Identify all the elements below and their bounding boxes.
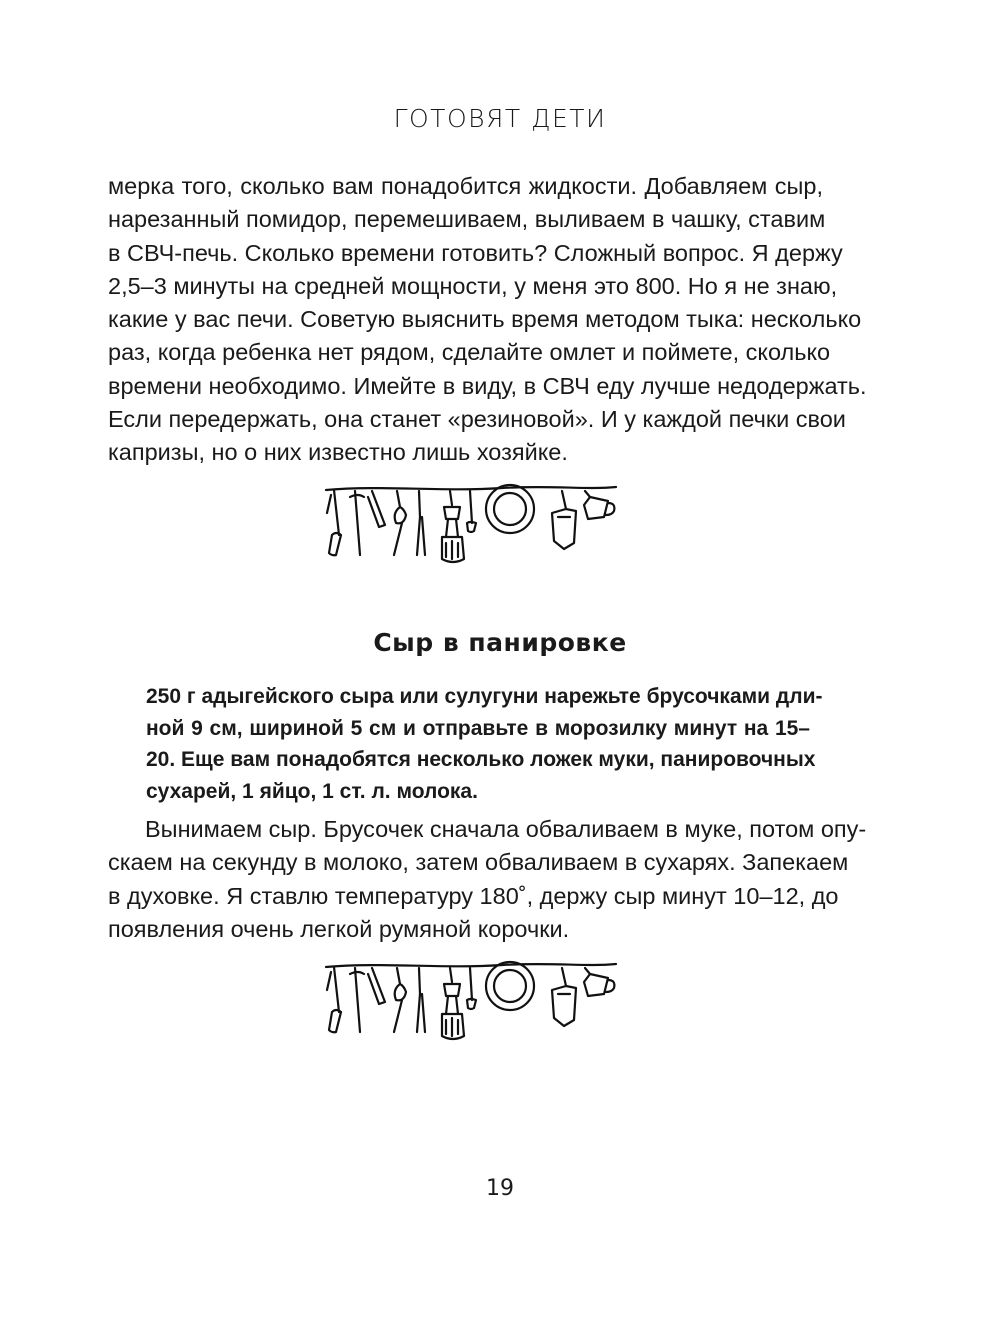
hanging-kitchen-utensils-icon	[322, 960, 618, 1046]
ingredients-block	[146, 681, 823, 807]
ingredients-line: 20. Еще вам понадобятся несколько ложек муки, панировочных	[146, 748, 816, 771]
text-line: времени необходимо. Имейте в виду, в СВЧ еду лучше недодержать.	[108, 372, 867, 399]
text-line: нарезанный помидор, перемешиваем, выливаем в чашку, ставим	[108, 206, 826, 233]
text-line: появления очень легкой румяной корочки.	[108, 915, 570, 942]
recipe-title: Сыр в панировке	[373, 628, 627, 657]
page-number: 19	[486, 1176, 514, 1201]
intro-paragraph	[108, 170, 867, 470]
ingredients-line: 250 г адыгейского сыра или сулугуни нарежьте брусочками дли-	[146, 685, 823, 708]
hanging-kitchen-utensils-icon	[322, 483, 618, 569]
text-line: Вынимаем сыр. Брусочек сначала обваливаем в муке, потом опу-	[145, 816, 867, 842]
method-paragraph	[108, 813, 867, 946]
text-line: мерка того, сколько вам понадобится жидкости. Добавляем сыр,	[108, 173, 823, 199]
ingredients-line: сухарей, 1 яйцо, 1 ст. л. молока.	[146, 779, 478, 803]
running-head: ГОТОВЯТ ДЕТИ	[393, 104, 607, 133]
text-line: капризы, но о них известно лишь хозяйке.	[108, 439, 568, 466]
text-line: в духовке. Я ставлю температуру 180˚, держу сыр минут 10–12, до	[108, 882, 839, 909]
text-line: в СВЧ-печь. Сколько времени готовить? Сложный вопрос. Я держу	[108, 239, 843, 266]
text-line: какие у вас печи. Советую выяснить время методом тыка: несколько	[108, 306, 862, 333]
text-line: Если передержать, она станет «резиновой». И у каждой печки свои	[108, 406, 846, 433]
text-line: раз, когда ребенка нет рядом, сделайте омлет и поймете, сколько	[108, 339, 831, 366]
ingredients-line: ной 9 см, шириной 5 см и отправьте в морозилку минут на 15–	[146, 716, 810, 740]
text-line: скаем на секунду в молоко, затем обваливаем в сухарях. Запекаем	[108, 849, 849, 876]
text-line: 2,5–3 минуты на средней мощности, у меня это 800. Но я не знаю,	[108, 272, 838, 299]
